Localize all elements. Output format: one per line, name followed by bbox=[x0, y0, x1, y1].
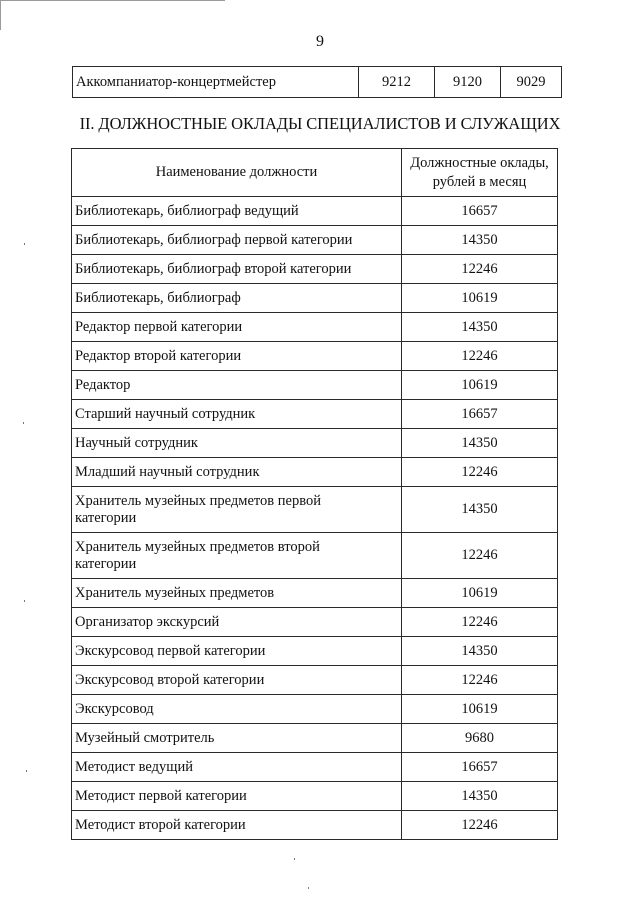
table-row bbox=[72, 666, 558, 695]
position-name: Аккомпаниатор-концертмейстер bbox=[73, 67, 359, 98]
table-row bbox=[72, 487, 558, 533]
salary-value: 10619 bbox=[402, 695, 558, 724]
table-row bbox=[72, 371, 558, 400]
position-name: Хранитель музейных предметов второй категории bbox=[72, 533, 402, 579]
continued-table bbox=[72, 66, 562, 98]
table-row bbox=[72, 226, 558, 255]
table-row bbox=[72, 429, 558, 458]
salary-value: 10619 bbox=[402, 579, 558, 608]
table-row bbox=[72, 608, 558, 637]
salary-value: 12246 bbox=[402, 608, 558, 637]
position-name: Методист первой категории bbox=[72, 782, 402, 811]
position-name: Старший научный сотрудник bbox=[72, 400, 402, 429]
salary-value: 14350 bbox=[402, 782, 558, 811]
position-name: Музейный смотритель bbox=[72, 724, 402, 753]
scan-speck bbox=[308, 887, 309, 889]
position-name: Библиотекарь, библиограф bbox=[72, 284, 402, 313]
scan-edge-top bbox=[0, 0, 225, 1]
salary-value: 9212 bbox=[359, 67, 435, 98]
position-name: Редактор первой категории bbox=[72, 313, 402, 342]
salary-value: 12246 bbox=[402, 811, 558, 840]
scan-speck bbox=[24, 243, 25, 245]
salary-value: 14350 bbox=[402, 313, 558, 342]
table-row bbox=[72, 724, 558, 753]
position-name: Экскурсовод первой категории bbox=[72, 637, 402, 666]
position-name: Методист второй категории bbox=[72, 811, 402, 840]
table-row bbox=[72, 197, 558, 226]
table-row bbox=[72, 753, 558, 782]
position-name: Научный сотрудник bbox=[72, 429, 402, 458]
position-name: Библиотекарь, библиограф ведущий bbox=[72, 197, 402, 226]
position-name: Методист ведущий bbox=[72, 753, 402, 782]
table-row bbox=[72, 811, 558, 840]
table-row bbox=[72, 637, 558, 666]
salary-value: 16657 bbox=[402, 400, 558, 429]
salary-value: 12246 bbox=[402, 342, 558, 371]
salary-table bbox=[71, 148, 558, 840]
salary-value: 14350 bbox=[402, 637, 558, 666]
table-row bbox=[72, 458, 558, 487]
table-row bbox=[72, 533, 558, 579]
salary-value: 10619 bbox=[402, 371, 558, 400]
table-row bbox=[73, 67, 562, 98]
page-number: 9 bbox=[316, 33, 324, 50]
salary-value: 14350 bbox=[402, 226, 558, 255]
table-row bbox=[72, 695, 558, 724]
position-name: Хранитель музейных предметов первой категории bbox=[72, 487, 402, 533]
scan-speck bbox=[26, 770, 27, 772]
table-row bbox=[72, 400, 558, 429]
position-name: Редактор bbox=[72, 371, 402, 400]
scan-speck bbox=[23, 422, 24, 424]
table-row bbox=[72, 284, 558, 313]
salary-value: 12246 bbox=[402, 255, 558, 284]
table-row bbox=[72, 342, 558, 371]
scan-speck bbox=[24, 600, 25, 602]
salary-value: 12246 bbox=[402, 458, 558, 487]
position-name: Младший научный сотрудник bbox=[72, 458, 402, 487]
scan-speck bbox=[294, 858, 295, 860]
position-name: Экскурсовод второй категории bbox=[72, 666, 402, 695]
position-name: Редактор второй категории bbox=[72, 342, 402, 371]
scan-edge-left bbox=[0, 0, 1, 30]
table-header-row bbox=[72, 149, 558, 197]
salary-value: 12246 bbox=[402, 666, 558, 695]
table-row bbox=[72, 782, 558, 811]
position-name: Библиотекарь, библиограф первой категории bbox=[72, 226, 402, 255]
table-row bbox=[72, 255, 558, 284]
table-row bbox=[72, 313, 558, 342]
position-name: Организатор экскурсий bbox=[72, 608, 402, 637]
salary-value: 9029 bbox=[501, 67, 562, 98]
salary-value: 9680 bbox=[402, 724, 558, 753]
salary-value: 12246 bbox=[402, 533, 558, 579]
salary-value: 16657 bbox=[402, 753, 558, 782]
column-header-position: Наименование должности bbox=[72, 149, 402, 197]
position-name: Хранитель музейных предметов bbox=[72, 579, 402, 608]
section-title: II. ДОЛЖНОСТНЫЕ ОКЛАДЫ СПЕЦИАЛИСТОВ И СЛУЖАЩИХ bbox=[79, 114, 561, 133]
position-name: Библиотекарь, библиограф второй категории bbox=[72, 255, 402, 284]
salary-value: 14350 bbox=[402, 487, 558, 533]
table-row bbox=[72, 579, 558, 608]
column-header-salary-text: Должностные оклады, рублей в месяц bbox=[410, 154, 549, 190]
salary-value: 9120 bbox=[435, 67, 501, 98]
salary-value: 14350 bbox=[402, 429, 558, 458]
salary-value: 16657 bbox=[402, 197, 558, 226]
column-header-salary bbox=[402, 149, 558, 197]
position-name: Экскурсовод bbox=[72, 695, 402, 724]
salary-value: 10619 bbox=[402, 284, 558, 313]
